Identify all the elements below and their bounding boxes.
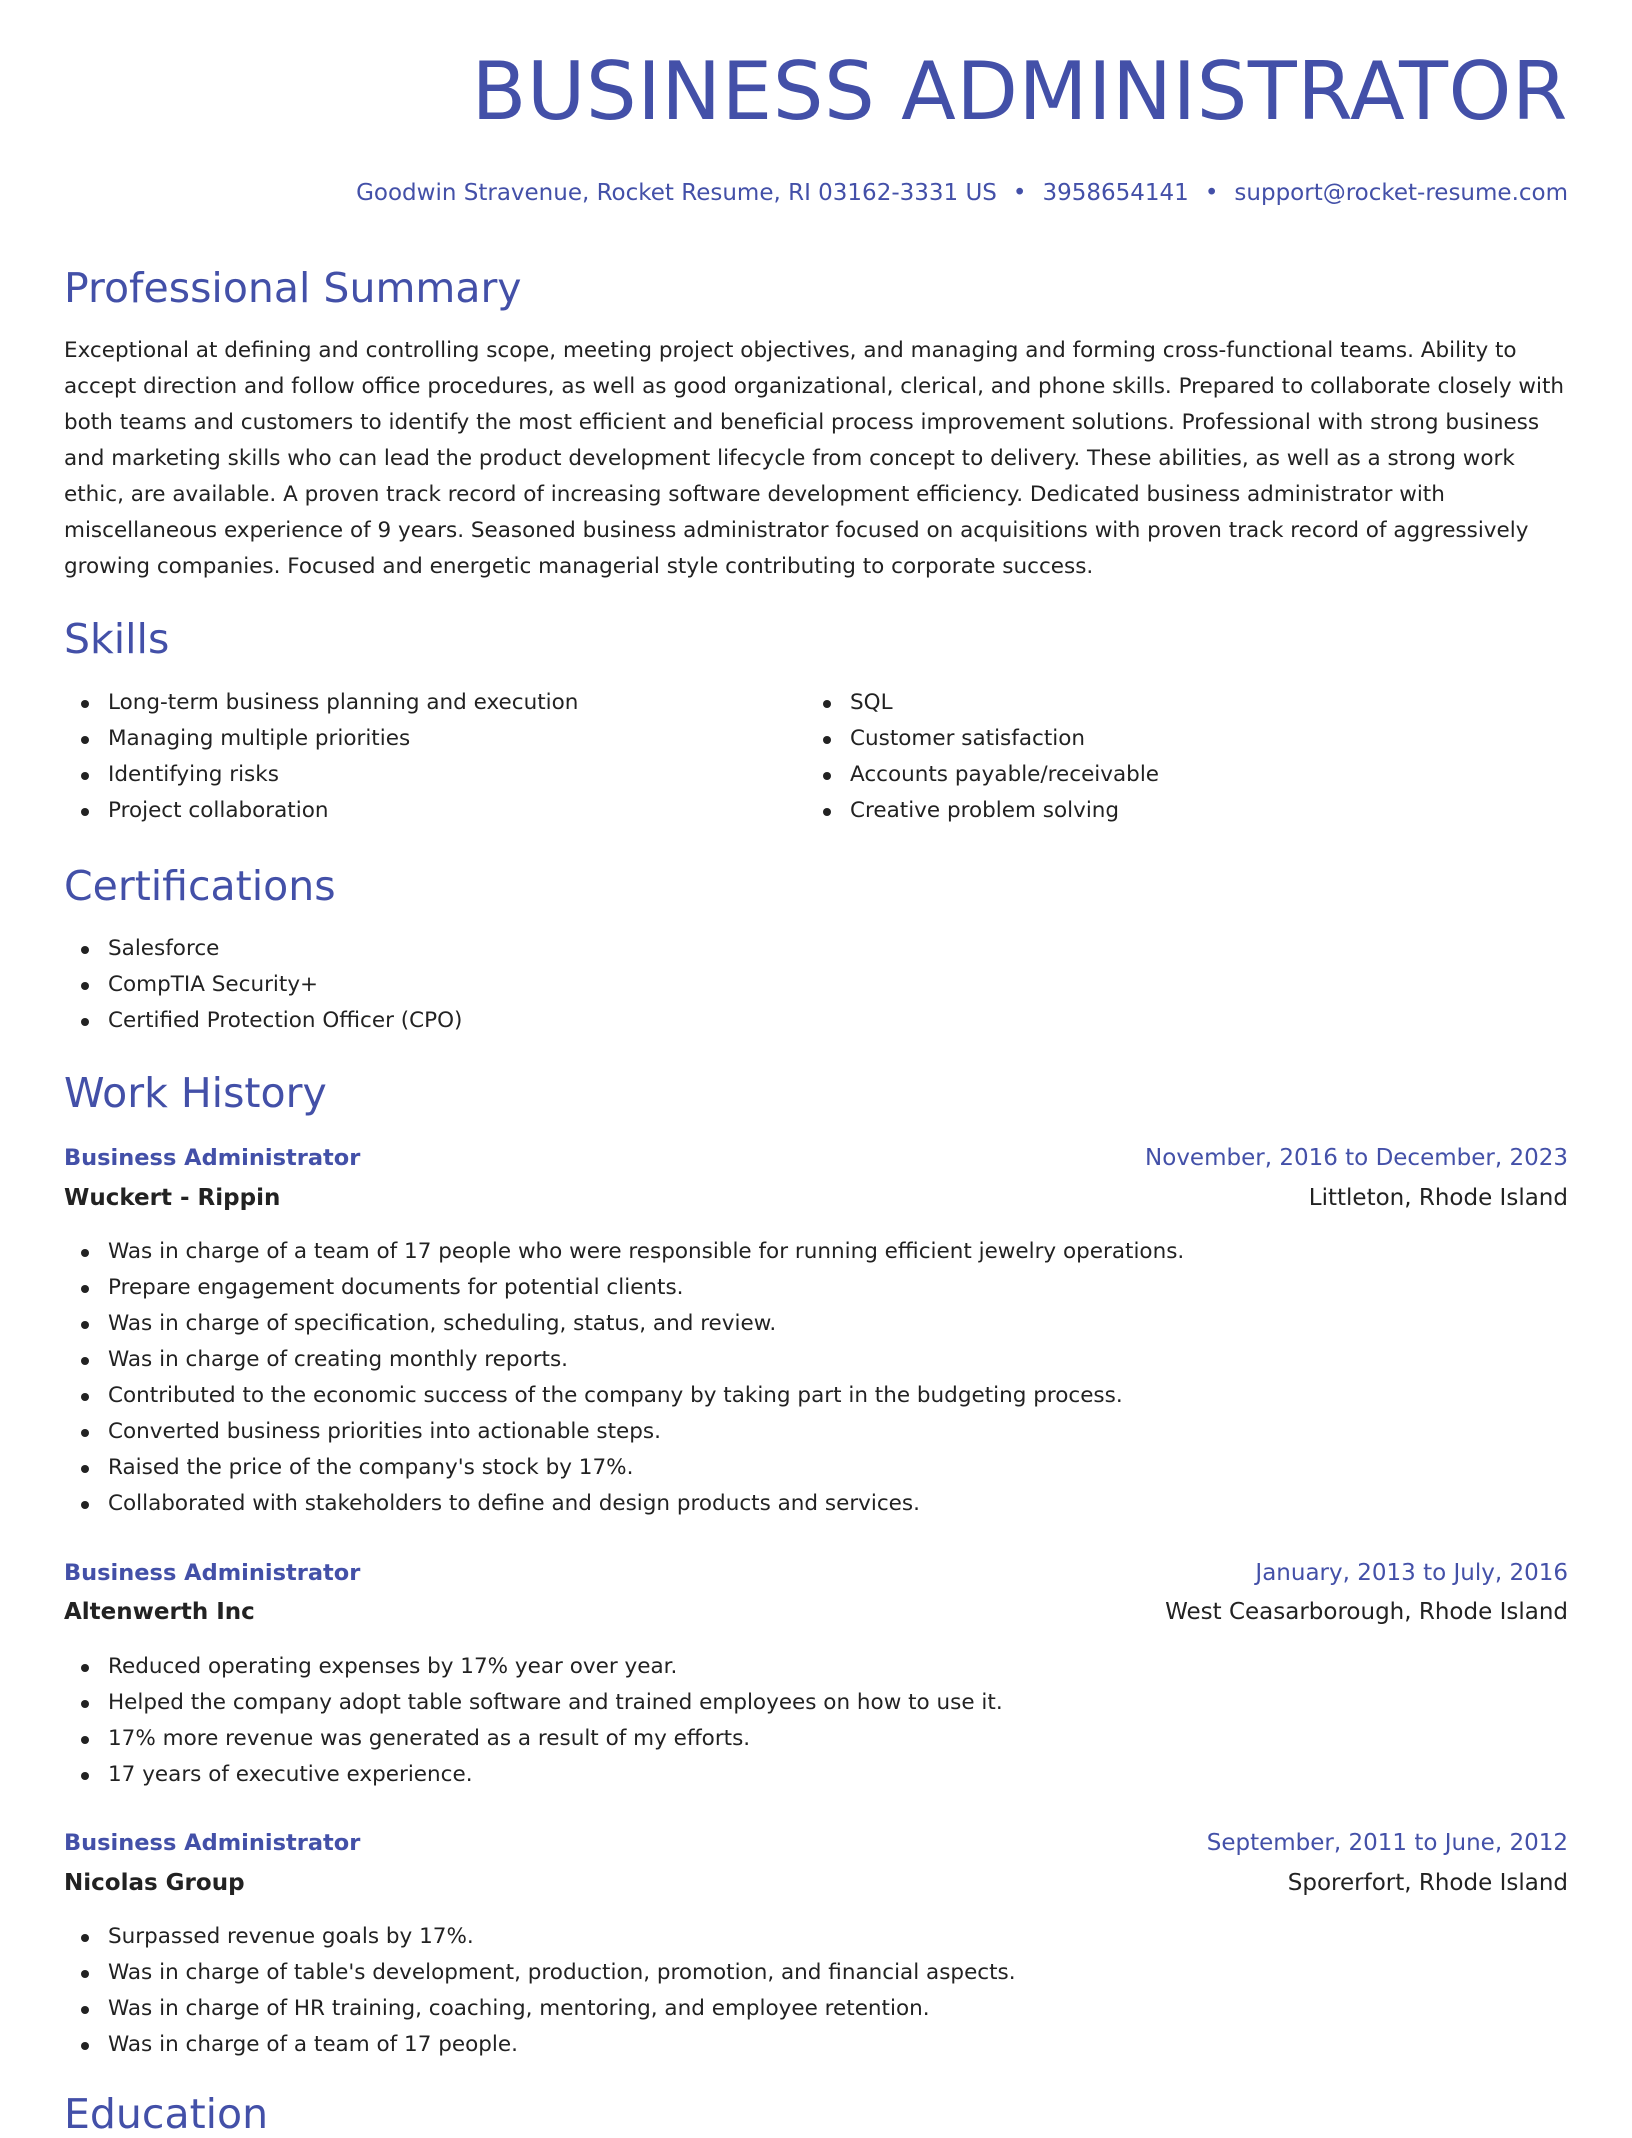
job-location: Sporerfort, Rhode Island	[1287, 1870, 1568, 1896]
list-item	[64, 1757, 1003, 1793]
job-dates: September, 2011 to June, 2012	[1206, 1830, 1568, 1856]
list-item	[64, 1414, 1184, 1450]
list-item	[64, 967, 462, 1003]
list-item	[64, 1649, 1003, 1685]
skill-text: Project collaboration	[108, 798, 329, 823]
bullet-icon	[823, 736, 831, 744]
certification-text: Certified Protection Officer (CPO)	[108, 1008, 463, 1033]
bullet-icon	[81, 1465, 89, 1473]
summary-text: Exceptional at defining and controlling scope, meeting project objectives, and managing and forming cross-functional teams. Ability to accept direction and follow office procedures, as well as good organizational, clerical, and phone skills. Prepared to collaborate closely with both teams and customers to identify the most efficient and beneficial process improvement solutions. Professional with strong business and marketing skills who can lead the product development lifecycle from concept to delivery. These abilities, as well as a strong work ethic, are available. A proven track record of increasing software development efficiency. Dedicated business administrator with miscellaneous experience of 9 years. Seasoned business administrator focused on acquisitions with proven track record of aggressively growing companies. Focused and energetic managerial style contributing to corporate success.	[64, 338, 1565, 579]
job-company: Nicolas Group	[64, 1870, 245, 1896]
resume-title: BUSINESS ADMINISTRATOR	[471, 45, 1568, 138]
list-item	[806, 685, 1159, 721]
list-item	[64, 1721, 1003, 1757]
bullet-icon	[81, 1772, 89, 1780]
contact-phone: 3958654141	[1042, 180, 1189, 206]
skills-heading: Skills	[64, 615, 170, 663]
list-item	[64, 1378, 1184, 1414]
bullet-text: Was in charge of HR training, coaching, mentoring, and employee retention.	[108, 1996, 930, 2021]
bullet-icon	[81, 1934, 89, 1942]
bullet-text: Raised the price of the company's stock by 17%.	[108, 1455, 634, 1480]
bullet-text: Surpassed revenue goals by 17%.	[108, 1924, 474, 1949]
bullet-icon	[81, 1429, 89, 1437]
job-company: Wuckert - Rippin	[64, 1185, 281, 1211]
job-location: West Ceasarborough, Rhode Island	[1165, 1599, 1568, 1625]
list-item	[64, 1919, 1016, 1955]
work-history-heading: Work History	[64, 1069, 327, 1117]
job-bullets	[64, 1919, 1016, 2063]
skill-text: Long-term business planning and execution	[108, 690, 579, 715]
bullet-text: Was in charge of a team of 17 people.	[108, 2032, 518, 2057]
list-item	[64, 1991, 1016, 2027]
bullet-text: 17 years of executive experience.	[108, 1762, 473, 1787]
bullet-text: Collaborated with stakeholders to define and design products and services.	[108, 1491, 920, 1516]
bullet-icon	[81, 1664, 89, 1672]
list-item	[806, 793, 1159, 829]
list-item	[64, 1270, 1184, 1306]
job-bullets	[64, 1234, 1184, 1522]
bullet-text: Prepare engagement documents for potential clients.	[108, 1275, 684, 1300]
bullet-icon	[81, 982, 89, 990]
bullet-icon	[81, 1285, 89, 1293]
bullet-icon	[81, 1018, 89, 1026]
skills-list-right	[806, 685, 1159, 829]
skill-text: Managing multiple priorities	[108, 726, 411, 751]
education-heading: Education	[64, 2090, 269, 2138]
list-item	[64, 793, 578, 829]
skill-text: Creative problem solving	[850, 798, 1120, 823]
contact-address: Goodwin Stravenue, Rocket Resume, RI 03162-3331 US	[356, 180, 997, 206]
list-item	[64, 721, 578, 757]
bullet-icon	[823, 772, 831, 780]
bullet-icon	[823, 808, 831, 816]
job-dates: November, 2016 to December, 2023	[1145, 1145, 1568, 1171]
skill-text: Customer satisfaction	[850, 726, 1085, 751]
contact-email: support@rocket-resume.com	[1234, 180, 1568, 206]
bullet-text: Was in charge of specification, scheduling, status, and review.	[108, 1311, 777, 1336]
bullet-icon	[81, 772, 89, 780]
list-item	[64, 1003, 462, 1039]
bullet-icon	[81, 1736, 89, 1744]
bullet-icon	[823, 700, 831, 708]
bullet-icon	[81, 1393, 89, 1401]
bullet-icon	[81, 808, 89, 816]
certification-text: Salesforce	[108, 936, 220, 961]
skills-list-left	[64, 685, 578, 829]
job-location: Littleton, Rhode Island	[1308, 1185, 1568, 1211]
list-item	[64, 1486, 1184, 1522]
list-item	[806, 721, 1159, 757]
contact-separator: •	[1204, 180, 1219, 206]
bullet-text: Converted business priorities into actionable steps.	[108, 1419, 661, 1444]
bullet-icon	[81, 1501, 89, 1509]
bullet-icon	[81, 1249, 89, 1257]
summary-heading: Professional Summary	[64, 264, 522, 312]
job-company: Altenwerth Inc	[64, 1599, 255, 1625]
job-dates: January, 2013 to July, 2016	[1255, 1560, 1568, 1586]
job-title: Business Administrator	[64, 1145, 361, 1171]
skill-text: Identifying risks	[108, 762, 279, 787]
certifications-list	[64, 931, 462, 1039]
list-item	[64, 1450, 1184, 1486]
certifications-heading: Certifications	[64, 862, 336, 910]
job-bullets	[64, 1649, 1003, 1793]
bullet-icon	[81, 1357, 89, 1365]
job-title: Business Administrator	[64, 1830, 361, 1856]
bullet-text: Reduced operating expenses by 17% year over year.	[108, 1654, 678, 1679]
skill-text: Accounts payable/receivable	[850, 762, 1160, 787]
skill-text: SQL	[850, 690, 893, 715]
job-title: Business Administrator	[64, 1560, 361, 1586]
list-item	[64, 1234, 1184, 1270]
certification-text: CompTIA Security+	[108, 972, 319, 997]
list-item	[64, 1955, 1016, 1991]
list-item	[64, 757, 578, 793]
contact-line	[356, 182, 1568, 205]
bullet-icon	[81, 946, 89, 954]
bullet-icon	[81, 736, 89, 744]
bullet-text: Contributed to the economic success of the company by taking part in the budgeting process.	[108, 1383, 1123, 1408]
list-item	[64, 1342, 1184, 1378]
bullet-icon	[81, 1321, 89, 1329]
bullet-text: Helped the company adopt table software and trained employees on how to use it.	[108, 1690, 1003, 1715]
bullet-text: Was in charge of creating monthly reports.	[108, 1347, 568, 1372]
list-item	[806, 757, 1159, 793]
bullet-icon	[81, 2006, 89, 2014]
bullet-text: Was in charge of table's development, production, promotion, and financial aspects.	[108, 1960, 1016, 1985]
list-item	[64, 931, 462, 967]
contact-separator: •	[1012, 180, 1027, 206]
bullet-icon	[81, 1700, 89, 1708]
list-item	[64, 2027, 1016, 2063]
bullet-icon	[81, 2042, 89, 2050]
list-item	[64, 1306, 1184, 1342]
bullet-text: Was in charge of a team of 17 people who were responsible for running efficient jewelry operations.	[108, 1239, 1185, 1264]
list-item	[64, 685, 578, 721]
bullet-icon	[81, 700, 89, 708]
list-item	[64, 1685, 1003, 1721]
bullet-icon	[81, 1970, 89, 1978]
bullet-text: 17% more revenue was generated as a result of my efforts.	[108, 1726, 751, 1751]
